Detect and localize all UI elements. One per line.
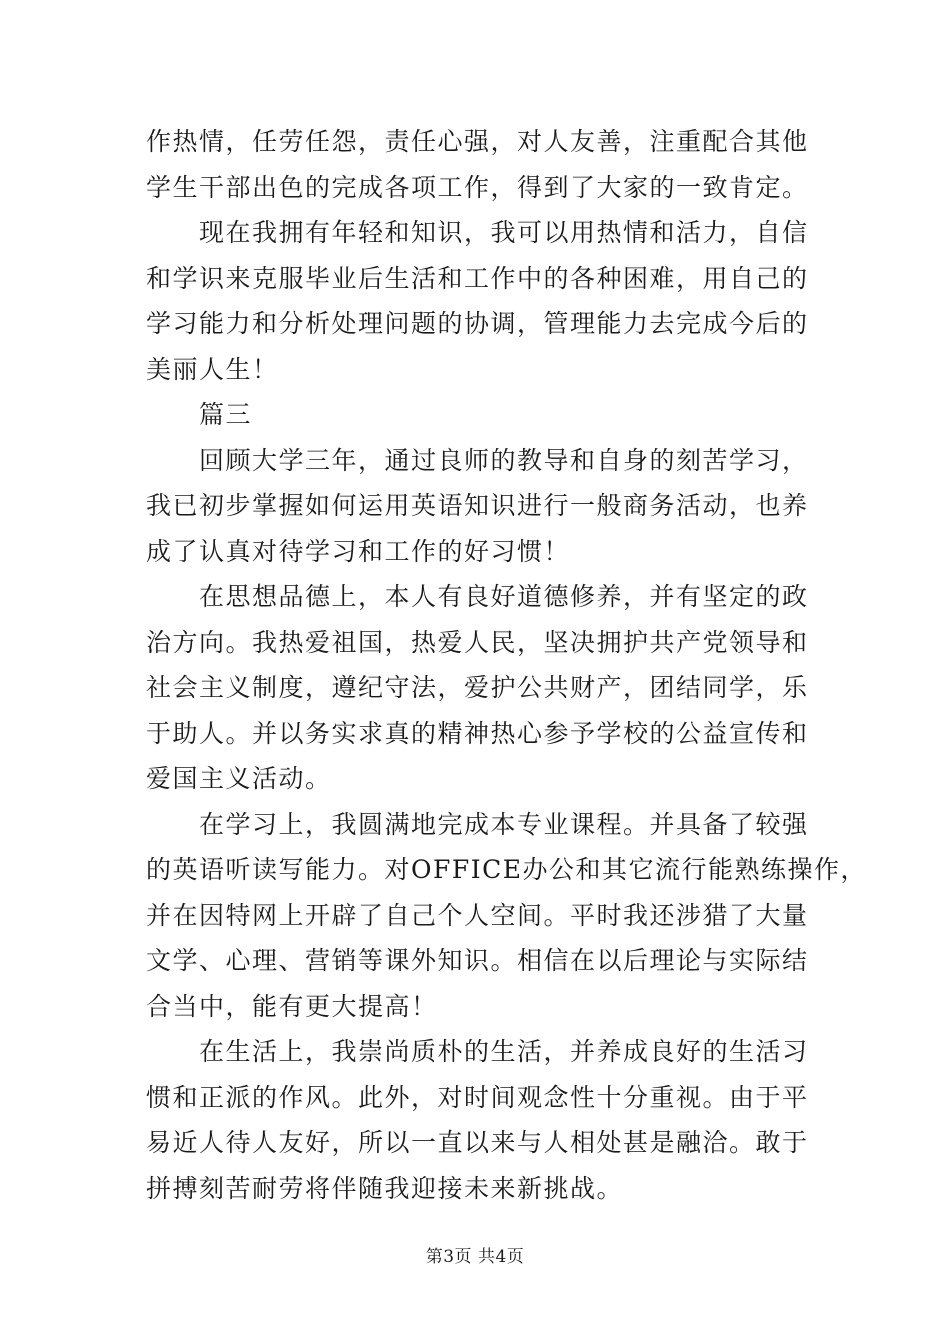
text-line: 的英语听读写能力。对OFFICE办公和其它流行能熟练操作， (146, 855, 867, 884)
text-line: 学生干部出色的完成各项工作，得到了大家的一致肯定。 (146, 172, 809, 202)
text-line: 作热情，任劳任怨，责任心强，对人友善，注重配合其他 (146, 127, 809, 156)
text-line: 拼搏刻苦耐劳将伴随我迎接未来新挑战。 (146, 1173, 624, 1203)
text-line: 现在我拥有年轻和知识，我可以用热情和活力，自信 (199, 218, 809, 247)
text-line: 在学习上，我圆满地完成本专业课程。并具备了较强 (199, 809, 809, 839)
text-line: 篇三 (199, 400, 253, 429)
text-line: 并在因特网上开辟了自己个人空间。平时我还涉猎了大量 (146, 900, 809, 930)
text-line: 惯和正派的作风。此外，对时间观念性十分重视。由于平 (146, 1082, 809, 1112)
text-line: 美丽人生！ (146, 354, 279, 384)
text-line: 爱国主义活动。 (146, 764, 332, 793)
text-line: 社会主义制度，遵纪守法，爱护公共财产，团结同学，乐 (146, 673, 809, 702)
text-line: 回顾大学三年，通过良师的教导和自身的刻苦学习， (199, 445, 809, 475)
text-line: 我已初步掌握如何运用英语知识进行一般商务活动，也养 (146, 491, 809, 520)
text-line: 合当中，能有更大提高！ (146, 991, 438, 1021)
text-line: 易近人待人友好，所以一直以来与人相处甚是融洽。敢于 (146, 1128, 809, 1157)
text-line: 学习能力和分析处理问题的协调，管理能力去完成今后的 (146, 309, 809, 338)
text-line: 治方向。我热爱祖国，热爱人民，坚决拥护共产党领导和 (146, 627, 809, 657)
document-body (146, 119, 867, 1211)
text-line: 于助人。并以务实求真的精神热心参予学校的公益宣传和 (146, 718, 809, 748)
text-line: 在思想品德上，本人有良好道德修养，并有坚定的政 (199, 582, 809, 611)
text-line: 文学、心理、营销等课外知识。相信在以后理论与实际结 (146, 946, 809, 975)
text-line: 和学识来克服毕业后生活和工作中的各种困难，用自己的 (146, 263, 809, 293)
text-line: 成了认真对待学习和工作的好习惯！ (146, 536, 571, 566)
text-line: 在生活上，我崇尚质朴的生活，并养成良好的生活习 (199, 1037, 809, 1066)
page-number-footer: 第3页 共4页 (425, 1247, 525, 1267)
